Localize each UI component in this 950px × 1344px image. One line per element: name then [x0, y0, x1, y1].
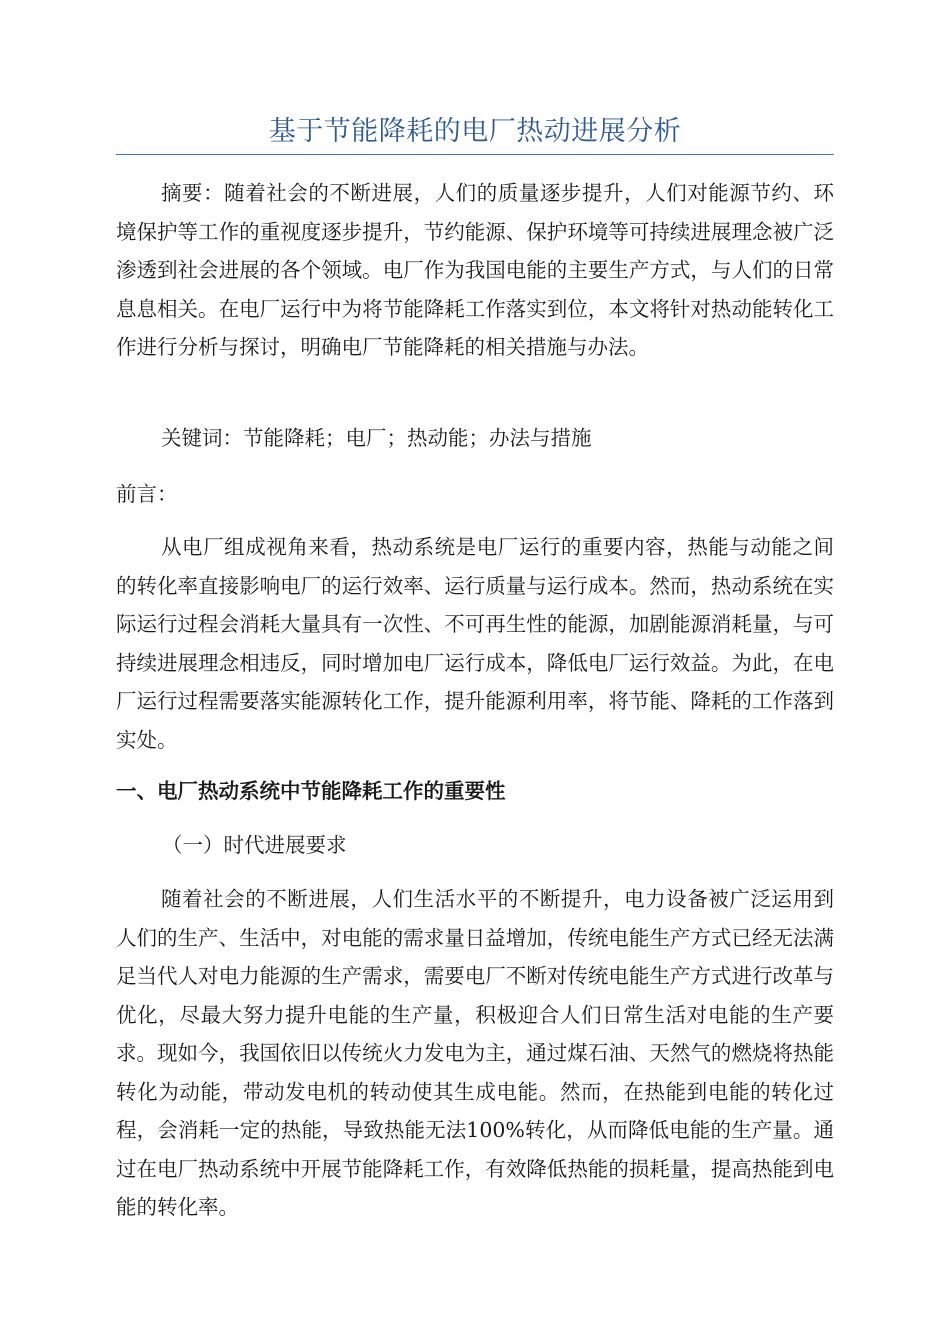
- preface-label: 前言：: [116, 482, 178, 506]
- keywords-line: 关键词：节能降耗；电厂；热动能；办法与措施: [161, 426, 592, 450]
- section-1-heading: 一、电厂热动系统中节能降耗工作的重要性: [116, 779, 506, 803]
- subsection-1-heading: （一）时代进展要求: [162, 833, 347, 857]
- document-title: 基于节能降耗的电厂热动进展分析: [268, 116, 682, 147]
- preface-paragraph: 从电厂组成视角来看，热动系统是电厂运行的重要内容，热能与动能之间的转化率直接影响电厂的运行效率、运行质量与运行成本。然而，热动系统在实际运行过程会消耗大量具有一次性、不可再生性的能源，加剧能源消耗量，与可持续进展理念相违反，同时增加电厂运行成本，降低电厂运行效益。为此，在电厂运行过程需要落实能源转化工作，提升能源利用率，将节能、降耗的工作落到实处。: [116, 535, 834, 752]
- abstract-paragraph: 摘要：随着社会的不断进展，人们的质量逐步提升，人们对能源节约、环境保护等工作的重视度逐步提升，节约能源、保护环境等可持续进展理念被广泛渗透到社会进展的各个领域。电厂作为我国电能的主要生产方式，与人们的日常息息相关。在电厂运行中为将节能降耗工作落实到位，本文将针对热动能转化工作进行分析与探讨，明确电厂节能降耗的相关措施与办法。: [116, 181, 834, 359]
- title-underline: [116, 154, 834, 155]
- subsection-1-paragraph: 随着社会的不断进展，人们生活水平的不断提升，电力设备被广泛运用到人们的生产、生活中，对电能的需求量日益增加，传统电能生产方式已经无法满足当代人对电力能源的生产需求，需要电厂不断对传统电能生产方式进行改革与优化，尽最大努力提升电能的生产量，积极迎合人们日常生活对电能的生产要求。现如今，我国依旧以传统火力发电为主，通过煤石油、天然气的燃烧将热能转化为动能，带动发电机的转动使其生成电能。然而，在热能到电能的转化过程，会消耗一定的热能，导致热能无法100%转化，从而降低电能的生产量。通过在电厂热动系统中开展节能降耗工作，有效降低热能的损耗量，提高热能到电能的转化率。: [116, 887, 834, 1219]
